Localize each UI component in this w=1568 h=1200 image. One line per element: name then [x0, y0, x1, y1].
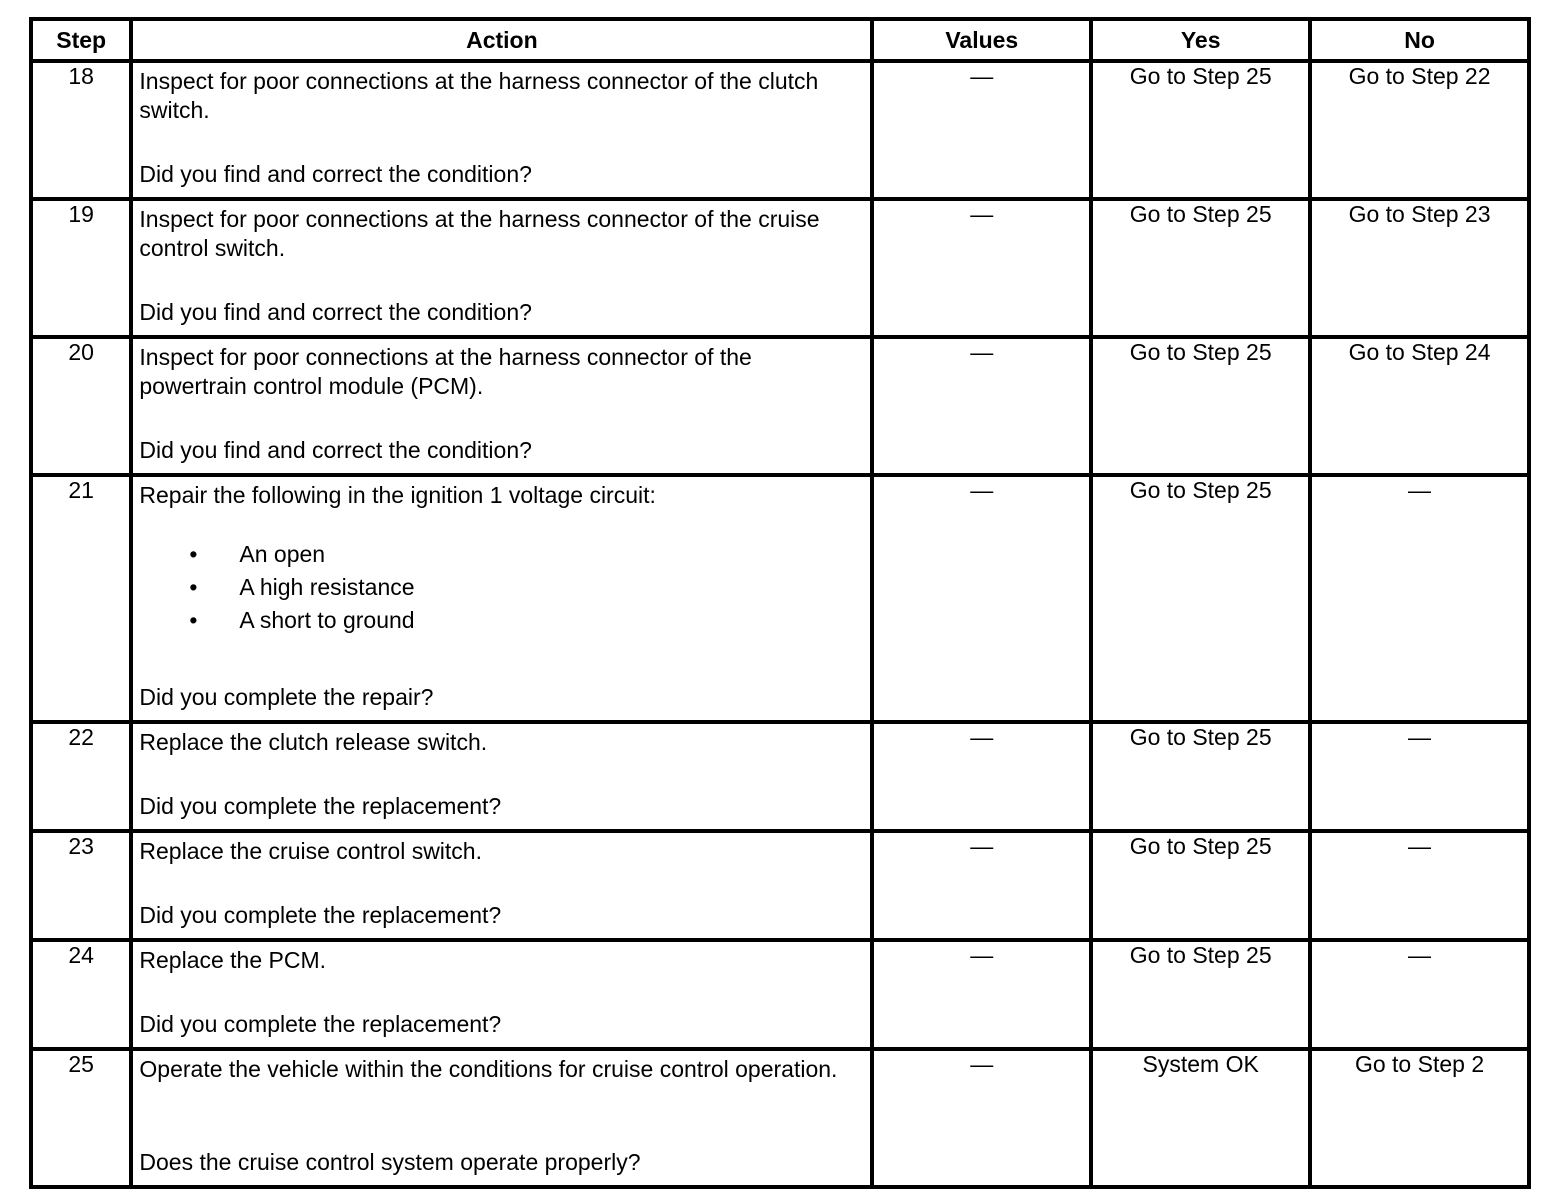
no-link: Go to Step 24	[1348, 339, 1491, 365]
no-cell	[1310, 199, 1529, 337]
action-cell	[131, 940, 872, 1049]
no-link: Go to Step 23	[1348, 201, 1491, 227]
yes-link: Go to Step 25	[1129, 942, 1272, 968]
action-cell	[131, 475, 872, 722]
header-row	[31, 19, 1529, 61]
action-question: Did you complete the replacement?	[139, 1011, 502, 1037]
yes-link: Go to Step 25	[1129, 477, 1272, 503]
yes-cell	[1091, 1049, 1310, 1187]
table-row	[31, 475, 1529, 722]
list-item: • A short to ground	[139, 604, 864, 637]
action-question: Does the cruise control system operate properly?	[139, 1149, 641, 1175]
list-item: • A high resistance	[139, 571, 864, 604]
table-row	[31, 1049, 1529, 1187]
no-cell	[1310, 61, 1529, 199]
action-question: Did you find and correct the condition?	[139, 161, 532, 187]
no-link: —	[1408, 477, 1432, 503]
action-text: Inspect for poor connections at the harness connector of the cruise control switch.	[139, 206, 820, 261]
step-number: 25	[31, 1049, 131, 1187]
values-cell: —	[872, 475, 1091, 722]
table-row	[31, 940, 1529, 1049]
yes-cell	[1091, 722, 1310, 831]
yes-link: Go to Step 25	[1129, 833, 1272, 859]
yes-cell	[1091, 831, 1310, 940]
action-question: Did you find and correct the condition?	[139, 299, 532, 325]
step-number: 20	[31, 337, 131, 475]
action-question: Did you complete the repair?	[139, 684, 434, 710]
values-cell: —	[872, 61, 1091, 199]
step-number: 19	[31, 199, 131, 337]
yes-cell	[1091, 337, 1310, 475]
no-cell	[1310, 722, 1529, 831]
list-item: • An open	[139, 538, 864, 571]
header-values: Values	[872, 19, 1091, 61]
header-no: No	[1310, 19, 1529, 61]
action-cell	[131, 61, 872, 199]
no-link: Go to Step 2	[1354, 1051, 1485, 1077]
action-text: Replace the cruise control switch.	[139, 838, 482, 864]
no-cell	[1310, 831, 1529, 940]
no-link: —	[1408, 942, 1432, 968]
no-cell	[1310, 1049, 1529, 1187]
action-cell	[131, 722, 872, 831]
action-text: Replace the clutch release switch.	[139, 729, 488, 755]
yes-link: Go to Step 25	[1129, 339, 1272, 365]
action-cell	[131, 199, 872, 337]
table-row	[31, 722, 1529, 831]
yes-cell	[1091, 61, 1310, 199]
values-cell: —	[872, 831, 1091, 940]
yes-link: Go to Step 25	[1129, 63, 1272, 89]
action-question: Did you find and correct the condition?	[139, 437, 532, 463]
table-row	[31, 199, 1529, 337]
action-cell	[131, 337, 872, 475]
action-cell	[131, 1049, 872, 1187]
table-row	[31, 831, 1529, 940]
values-cell: —	[872, 337, 1091, 475]
action-text: Inspect for poor connections at the harness connector of the clutch switch.	[139, 68, 819, 123]
no-cell	[1310, 940, 1529, 1049]
action-question: Did you complete the replacement?	[139, 902, 502, 928]
values-cell: —	[872, 940, 1091, 1049]
yes-link: Go to Step 25	[1129, 201, 1272, 227]
yes-link: System OK	[1142, 1051, 1259, 1077]
action-question: Did you complete the replacement?	[139, 793, 502, 819]
no-link: —	[1408, 833, 1432, 859]
header-yes: Yes	[1091, 19, 1310, 61]
no-link: —	[1408, 724, 1432, 750]
action-text: Operate the vehicle within the conditions for cruise control operation.	[139, 1056, 838, 1082]
step-number: 24	[31, 940, 131, 1049]
yes-cell	[1091, 475, 1310, 722]
action-text: Replace the PCM.	[139, 947, 327, 973]
bullet-list	[139, 538, 864, 637]
action-text: Repair the following in the ignition 1 voltage circuit:	[139, 482, 656, 508]
values-cell: —	[872, 722, 1091, 831]
step-number: 23	[31, 831, 131, 940]
no-cell	[1310, 475, 1529, 722]
yes-cell	[1091, 199, 1310, 337]
header-step: Step	[31, 19, 131, 61]
header-action: Action	[131, 19, 872, 61]
yes-cell	[1091, 940, 1310, 1049]
action-text: Inspect for poor connections at the harness connector of the powertrain control module (PCM).	[139, 344, 752, 399]
values-cell: —	[872, 199, 1091, 337]
values-cell: —	[872, 1049, 1091, 1187]
diagnostic-table	[29, 17, 1531, 1189]
yes-link: Go to Step 25	[1129, 724, 1272, 750]
step-number: 18	[31, 61, 131, 199]
no-link: Go to Step 22	[1348, 63, 1491, 89]
step-number: 21	[31, 475, 131, 722]
table-row	[31, 61, 1529, 199]
step-number: 22	[31, 722, 131, 831]
action-cell	[131, 831, 872, 940]
no-cell	[1310, 337, 1529, 475]
table-row	[31, 337, 1529, 475]
